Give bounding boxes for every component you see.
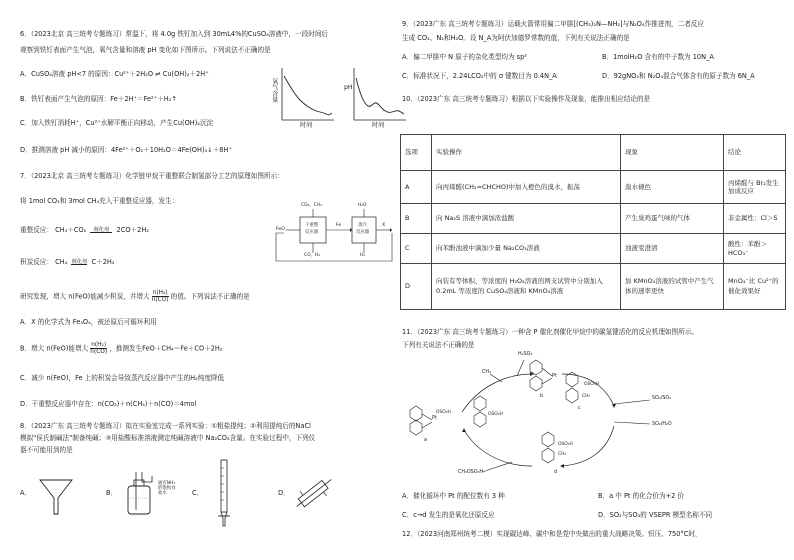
- q6-chart2-ylabel: pH: [344, 84, 353, 91]
- q9-stem-line1: 9．（2023广东 高三统考专题练习）运载火箭常用偏二甲肼[(CH₃)₂N—NH₂]与N₂O₄作推进剂，二者反应: [402, 20, 704, 28]
- q7-stem-line2: 将 1mol CO₂和 3mol CH₄充入干重整反应器，发生：: [20, 197, 179, 205]
- q10-cell: 丙烯醛与 Br₂发生加成反应: [724, 171, 786, 204]
- q10-cell: 向苯酚浊液中滴加少量 Na₂CO₃溶液: [432, 234, 621, 264]
- q11-label-pt-b: Pt: [552, 374, 557, 379]
- table-row: [401, 264, 786, 310]
- q10-cell: 浊液变澄清: [621, 234, 724, 264]
- q10-th-phenomenon: 现象: [621, 135, 724, 171]
- q9-option-b: B．1molH₂O 含有的中子数为 10N_A: [602, 53, 714, 61]
- q7-stem-line1: 7．（2023北京 高三统考专题练习）化学链甲烷干重整联合制氢部分工艺的原理如图所示：: [20, 172, 284, 180]
- q11-label-b: b: [540, 394, 544, 399]
- q7-diag-h2o: H₂O: [358, 203, 367, 208]
- q11-label-oso3h-c: OSO₃H: [584, 382, 599, 387]
- q7-diag-reactor2-a: 蒸汽: [358, 223, 367, 228]
- q11-label-oso3h-a: OSO₃H: [436, 410, 451, 415]
- q10-cell: 非金属性：Cl＞S: [724, 204, 786, 234]
- q7-optb-frac-num: n(H₂): [91, 342, 107, 348]
- q10-cell: MnO₄⁻比 Cu²⁺的催化效果好: [724, 264, 786, 310]
- q7-reaction2: [20, 258, 115, 266]
- q7-diag-output: CO、H₂: [304, 253, 320, 258]
- table-row: [401, 171, 786, 204]
- q7-optb-pre: B．增大 n(FeO)能增大: [20, 344, 89, 353]
- q7-diag-input: CO₂、CH₄: [301, 203, 322, 208]
- q7-option-b: [20, 342, 223, 355]
- q6-chart1-ylabel: 氧气含量: [270, 78, 278, 103]
- q6-stem-line1: 6．（2023北京 高三统考专题练习）常温下，将 4.0g 铁钉加入到 30mL4%的CuSO₄溶液中，一段时间后: [20, 30, 329, 38]
- q11-stem-line1: 11．（2023广东 高三统考专题练习）一种含 P 催化剂催化甲烷中的碳氢键活化的反应机理如图所示。: [402, 328, 698, 336]
- q7-diag-reactor1-b: 反应器: [305, 230, 319, 235]
- q11-option-b: B．a 中 Pt 的化合价为+2 价: [598, 492, 684, 500]
- q10-cell: B: [401, 204, 432, 234]
- q11-label-ch3-c: CH₃: [582, 394, 591, 399]
- q10-th-operation: 实验操作: [432, 135, 621, 171]
- q9-option-c: C．标准状况下，2.24LCO₂中的 σ 键数目为 0.4N_A: [402, 72, 557, 80]
- q11-so2-so3: SO₂/SO₃: [652, 396, 672, 401]
- q7-frac-num: n(H₂): [152, 290, 168, 296]
- q7-r2-lhs: CH₄: [55, 258, 68, 266]
- q10-cell: C: [401, 234, 432, 264]
- q11-option-d: D．SO₂与SO₃的 VSEPR 模型名称不同: [598, 511, 713, 519]
- q10-stem: 10．（2023广东 高三统考专题练习）根据以下实验操作及现象，能推出相应结论的是: [402, 95, 651, 103]
- q6-ph-chart: [342, 64, 408, 130]
- q7-option-c: C．减少 n(FeO)，Fe 上的积炭会导致蒸汽反应器中产生的H₂纯度降低: [20, 374, 225, 382]
- q11-ch4: CH₄: [482, 370, 491, 375]
- q11-h2so4: H₂SO₄: [518, 352, 533, 357]
- q8-stem-line2: 模拟"侯氏制碱法"制备纯碱；③用盐酸标准溶液测定纯碱溶液中 Na₂CO₃含量。在实验过程中，下列仪: [20, 434, 316, 442]
- q9-option-a: A．偏二甲肼中 N 原子的杂化类型均为 sp²: [402, 53, 527, 61]
- q7-diag-reactor1-a: 干重整: [305, 223, 319, 228]
- q6-oxygen-chart: [270, 64, 336, 130]
- q10-cell: 酸性：苯酚＞HCO₃⁻: [724, 234, 786, 264]
- q9-option-d: D．92gNO₂和 N₂O₄混合气体含有的原子数为 6N_A: [602, 72, 755, 80]
- q11-catalytic-cycle-diagram: [402, 352, 702, 486]
- q8-b-note-line3: 盐水: [158, 490, 167, 496]
- q10-cell: 产生臭鸡蛋气味的气体: [621, 204, 724, 234]
- q6-chart2-xlabel: 时间: [372, 122, 385, 129]
- q10-cell: D: [401, 264, 432, 310]
- funnel-icon: [38, 478, 74, 516]
- q7-optb-fraction: [90, 342, 107, 355]
- q7-r1-lhs: CH₄＋CO₂: [55, 226, 87, 234]
- q7-disc-post: 的值。下列说法不正确的是: [170, 292, 250, 301]
- q7-frac-den: n(CO): [151, 297, 169, 304]
- q7-r1-condition: 催化剂: [93, 226, 109, 233]
- q6-chart1-xlabel: 时间: [300, 122, 313, 129]
- q11-label-a: a: [424, 438, 427, 443]
- q11-option-a: A．催化循环中 Pt 的配位数有 3 种: [402, 492, 505, 500]
- q7-r2-label: 积炭反应：: [20, 258, 53, 266]
- q7-r2-condition: 催化剂: [71, 258, 87, 265]
- q7-optb-frac-den: n(CO): [90, 349, 108, 356]
- q10-table: [400, 134, 786, 310]
- q8-stem-line1: 8．（2023广东 高三统考专题练习）拟在实验室完成一系列实验：①粗盐提纯；②利用提纯后的NaCl: [20, 422, 311, 430]
- q7-reaction1: [20, 226, 149, 234]
- q7-r1-rhs: 2CO＋2H₂: [116, 226, 149, 234]
- q7-optb-post: ，推测发生FeO＋CH₄＝Fe＋CO＋2H₂: [109, 344, 223, 353]
- q10-cell: A: [401, 171, 432, 204]
- q11-option-c: C．c→d 发生的是氧化还原反应: [402, 511, 495, 519]
- q10-cell: 向 Na₂S 溶液中滴加浓盐酸: [432, 204, 621, 234]
- q7-ratio-fraction: [152, 290, 169, 303]
- q6-option-d: D．推测溶液 pH 减小的原因：4Fe²⁺＋O₂＋10H₂O＝4Fe(OH)₃↓＋8H⁺: [20, 146, 232, 154]
- q8-b-note-line2: 的饱和食: [158, 485, 176, 491]
- q7-diag-feo: FeO: [276, 227, 285, 232]
- q7-discussion: [20, 290, 250, 303]
- q11-label-d: d: [554, 470, 558, 475]
- q10-th-conclusion: 结论: [724, 135, 786, 171]
- q11-stem-line2: 下列有关说法不正确的是: [402, 341, 475, 349]
- q7-disc-pre: 研究发现，增大 n(FeO)能减少积炭，并增大: [20, 292, 150, 301]
- q11-label-pt-a: Pt: [432, 416, 437, 421]
- q11-label-ch3-d: CH₃: [558, 452, 567, 457]
- q10-th-option: 选项: [401, 135, 432, 171]
- condenser-icon: [290, 470, 338, 516]
- q6-stem-line2: 观察到铁钉表面产生气泡，氧气含量和溶液 pH 变化如下图所示。下列说法不正确的是: [20, 46, 271, 54]
- q11-label-c: c: [578, 406, 581, 411]
- q6-option-b: B．铁钉表面产生气泡的原因：Fe＋2H⁺＝Fe²⁺＋H₂↑: [20, 95, 177, 103]
- q10-cell: 向丙烯醛(CH₂=CHCHO)中加入橙色的溴水，振荡: [432, 171, 621, 204]
- q7-r1-label: 重整反应：: [20, 226, 53, 234]
- q11-label-oso3h-mid: OSO₃H: [488, 412, 503, 417]
- q6-option-a: A．CuSO₄溶液 pH<7 的原因：Cu²⁺＋2H₂O ⇌ Cu(OH)₂＋2H⁺: [20, 70, 209, 78]
- q10-cell: 加 KMnO₄溶液的试管中产生气体的速率更快: [621, 264, 724, 310]
- gas-washing-bottle-icon: [124, 472, 156, 516]
- q10-cell: 向装有等体积、等浓度的 H₂O₂溶液的两支试管中分别加入 0.2mL 等浓度的 CuSO₄溶液和 KMnO₄溶液: [432, 264, 621, 310]
- q7-diag-x: X: [382, 223, 386, 228]
- q7-option-d: D．干重整反应器中存在：n(CO₂)＋n(CH₄)＋n(CO)＝4mol: [20, 400, 197, 408]
- q8-label-b: B．: [106, 489, 118, 497]
- q11-so2-h2o: SO₂/H₂O: [652, 422, 672, 427]
- q8-b-note-line1: 通有NH₃: [158, 481, 176, 486]
- q8-stem-line3: 器不可能用到的是: [20, 446, 73, 454]
- q11-label-oso3h-d: OSO₃H: [558, 442, 573, 447]
- q8-label-a: A．: [20, 489, 32, 497]
- q7-r2-rhs: C＋2H₂: [91, 258, 115, 266]
- table-row: [401, 234, 786, 264]
- q12-stem: 12．（2023河南郑州统考二模）实现碳达峰、碳中和是党中央做出的重大战略决策。恒压、750°C时，: [402, 530, 702, 538]
- q7-diag-h2: H₂: [360, 253, 366, 258]
- q8-label-d: D．: [278, 489, 290, 497]
- burette-icon: [214, 458, 234, 528]
- q11-ch3oso3h: CH₃OSO₃H: [458, 470, 484, 475]
- q6-option-c: C．加入铁钉消耗H⁺，Cu²⁺水解平衡正向移动，产生Cu(OH)₂沉淀: [20, 119, 214, 127]
- q7-diag-reactor2-b: 反应器: [356, 230, 370, 235]
- q8-b-note: [158, 482, 176, 497]
- q10-cell: 溴水褪色: [621, 171, 724, 204]
- q9-stem-line2: 生成 CO₂、N₂和H₂O。设 N_A为阿伏加德罗常数的值，下列有关说法正确的是: [402, 34, 630, 42]
- q7-diag-fe: Fe: [336, 223, 342, 228]
- table-row: [401, 204, 786, 234]
- q10-table-header: [401, 135, 786, 171]
- q8-label-c: C．: [192, 489, 204, 497]
- q7-option-a: A．X 的化学式为 Fe₃O₄，被还原后可循环利用: [20, 318, 157, 326]
- q7-process-diagram: [274, 203, 398, 265]
